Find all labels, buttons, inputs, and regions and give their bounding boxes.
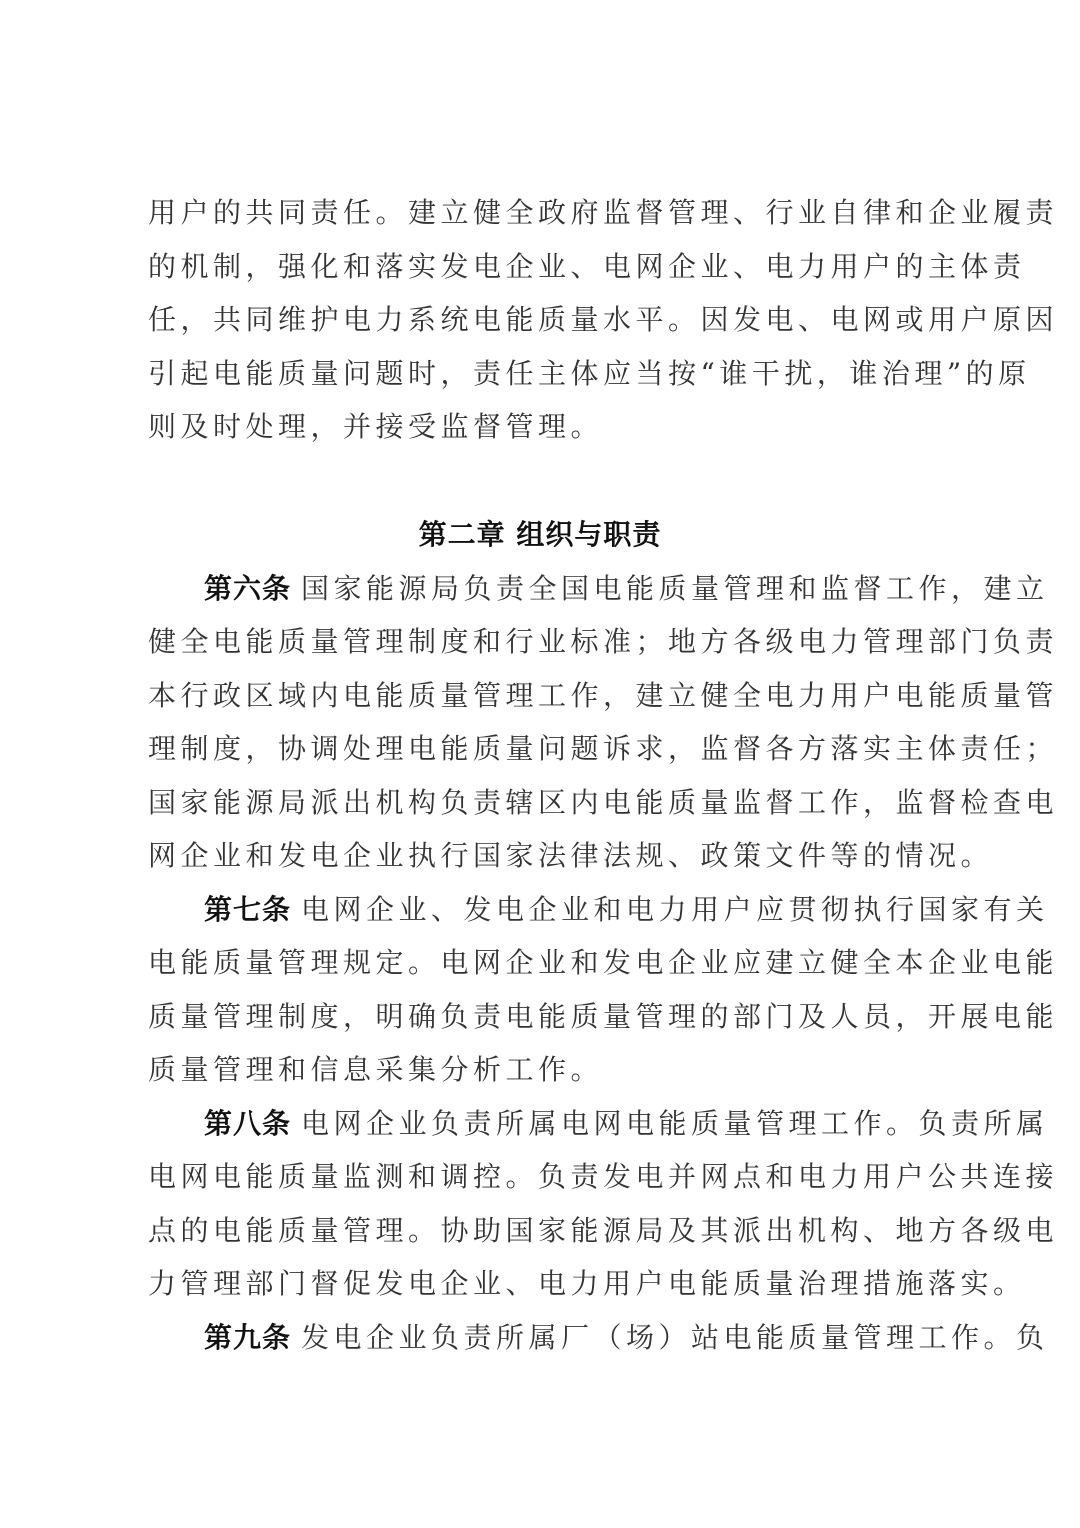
- text-line: 网企业和发电企业执行国家法律法规、政策文件等的情况。: [148, 839, 994, 872]
- article-9: [148, 1311, 1049, 1365]
- text-line: 本行政区域内电能质量管理工作，建立健全电力用户电能质量管: [148, 678, 1059, 712]
- article-label: 第九条: [204, 1320, 292, 1354]
- text-line: 电网电能质量监测和调控。负责发电并网点和电力用户公共连接: [148, 1160, 1059, 1193]
- article-first-line: [148, 883, 1049, 937]
- article-7: [148, 883, 1059, 1097]
- chapter-title: 第二章 组织与职责: [418, 517, 662, 551]
- text-line: 电能质量管理规定。电网企业和发电企业应建立健全本企业电能: [148, 946, 1059, 979]
- text-line: 的机制，强化和落实发电企业、电网企业、电力用户的主体责: [148, 249, 1026, 283]
- text-line: 用户的共同责任。建立健全政府监督管理、行业自律和企业履责: [148, 196, 1059, 229]
- article-label: 第六条: [204, 571, 292, 605]
- article-first-line: [148, 1097, 1049, 1151]
- text-line: 质量管理和信息采集分析工作。: [148, 1053, 604, 1086]
- article-first-line: [148, 1311, 1049, 1365]
- article-text: 电网企业负责所属电网电能质量管理工作。负责所属: [301, 1106, 1049, 1140]
- text-line: 则及时处理，并接受监督管理。: [148, 410, 604, 443]
- article-label: 第七条: [204, 892, 292, 926]
- text-line: 健全电能质量管理制度和行业标准；地方各级电力管理部门负责: [148, 625, 1059, 658]
- text-line: 力管理部门督促发电企业、电力用户电能质量治理措施落实。: [148, 1267, 1026, 1300]
- text-line: 点的电能质量管理。协助国家能源局及其派出机构、地方各级电: [148, 1213, 1059, 1247]
- text-line: 任，共同维护电力系统电能质量水平。因发电、电网或用户原因: [148, 303, 1059, 336]
- text-line: 引起电能质量问题时，责任主体应当按“谁干扰，谁治理”的原: [148, 356, 1031, 390]
- text-line: 质量管理制度，明确负责电能质量管理的部门及人员，开展电能: [148, 999, 1059, 1033]
- article-first-line: [148, 562, 1049, 616]
- article-label: 第八条: [204, 1106, 292, 1140]
- document-page: [148, 186, 1059, 1364]
- text-line: 国家能源局派出机构负责辖区内电能质量监督工作，监督检查电: [148, 785, 1059, 819]
- article-text: 国家能源局负责全国电能质量管理和监督工作，建立: [301, 571, 1049, 605]
- article-text: 电网企业、发电企业和电力用户应贯彻执行国家有关: [301, 892, 1049, 926]
- article-6: [148, 562, 1059, 883]
- text-line: 理制度，协调处理电能质量问题诉求，监督各方落实主体责任；: [148, 732, 1059, 765]
- article-8: [148, 1097, 1059, 1311]
- intro-paragraph: [148, 186, 1059, 454]
- article-text: 发电企业负责所属厂（场）站电能质量管理工作。负: [301, 1320, 1049, 1354]
